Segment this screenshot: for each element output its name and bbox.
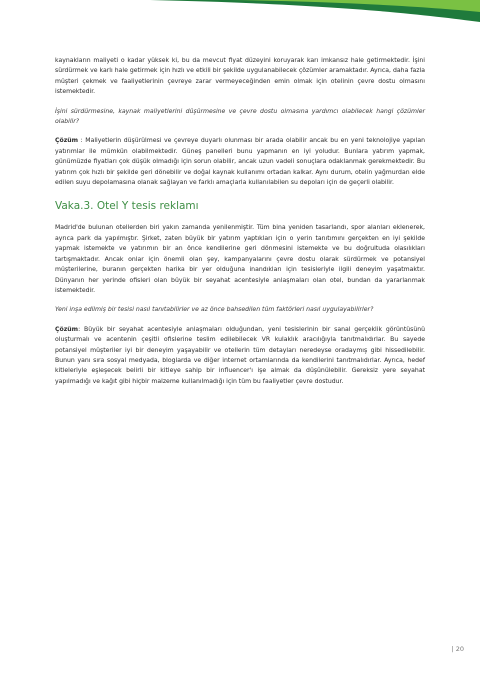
solution-label: Çözüm: [55, 137, 79, 145]
question-1: İşini sürdürmesine, kaynak maliyetlerini düşürmesine ve çevre dostu olmasına yardımcı olabilecek hangi çözümler olabilir?: [55, 107, 425, 126]
paragraph-case: Madrid'de bulunan otellerden biri yakın zamanda yenilenmiştir. Tüm bina yeniden tasarlandı, spor alanları eklenerek, ayrıca park da yapılmıştır. Şirket, zaten büyük bir yatırım yaptıkları için o yerin tanıtımını gerçekten en iyi şekilde yapmak istemekte ve yatırımın bir an önce kendilerine geri dönmesini istemekte ve bu doğrultuda olasılıkları tartışmaktadır. Ancak onlar için önemli olan şey, kampanyalarını çevre dostu olarak sürdürmek ve potansiyel müşterilerine, buranın gerçekten harika bir yer olduğuna inandıkları için tesisleriyle ilgili deneyim yaşatmaktır. Dünyanın her yerinde ofisleri olan büyük bir seyahat acentesiyle anlaşmaları olan otel, bundan da yararlanmak istemektedir.: [55, 224, 425, 294]
paragraph-intro: kaynakların maliyeti o kadar yüksek ki, bu da mevcut fiyat düzeyini koruyarak karı imkansız hale getirmektedir. İşini sürdürmek ve karlı hale getirmek için hızlı ve etkili bir şekilde uygulanabilecek çözümler aramaktadır. Ayrıca, daha fazla müşteri çekmek ve faaliyetlerinin çevreye zarar vermeyeceğinden emin olmak için otelinin çevre dostu olmasını istemektedir.: [55, 57, 425, 96]
page-body: [55, 56, 425, 396]
section-heading: Vaka.3. Otel Y tesis reklamı: [55, 200, 199, 213]
solution-text: : Büyük bir seyahat acentesiyle anlaşmaları olduğundan, yeni tesislerinin bir sanal gerçeklik görüntüsünü oluşturmalı ve acentenin çeşitli ofislerine teslim edilebilecek VR kulaklık aracılığıyla tanıtmalıdırlar. Bu sayede potansiyel müşteriler iyi bir deneyim yaşayabilir ve otellerin tüm detayları neredeyse oradaymış gibi hissedilebilir. Bunun yanı sıra sosyal medyada, bloglarda ve diğer internet ortamlarında da kendilerini tanıtmalıdırlar. Ayrıca, hedef kitleleriyle eşleşecek belirli bir kitleye sahip bir influencer'ı işe almak da düşünülebilir. Gereksiz yere seyahat yapılmadığı ve kağıt gibi hiçbir malzeme kullanılmadığı için tüm bu faaliyetler çevre dostudur.: [55, 325, 425, 385]
header-wave-decoration: [0, 0, 480, 30]
solution-label: Çözüm: [55, 325, 79, 333]
question-2: Yeni inşa edilmiş bir tesisi nasıl tanıtabilirler ve az önce bahsedilen tüm faktörleri nasıl uygulayabilirler?: [55, 306, 374, 314]
solution-text: : Maliyetlerin düşürülmesi ve çevreye duyarlı olunması bir arada olabilir ancak bu en yeni teknolojiye yapılan yatırımlar ile mümkün olabilmektedir. Güneş panelleri bunu yapmanın en iyi yoludur. Bunlara yatırım yapmak, günümüzde fiyatları çok düşük olmadığı için sorun olabilir, ancak uzun vadeli sonuçlara odaklanmak gerekmektedir. Bu yatırım çok hızlı bir şekilde geri dönebilir ve doğal kaynak kullanımı ortadan kalkar. Aynı durum, otelin yağmurdan elde edilen suyu depolamasına olanak sağlayan ve farklı amaçlarla kullanılabilen su depoları için de geçerli olabilir.: [55, 137, 425, 187]
solution-2: [55, 325, 425, 387]
page-number: | 20: [451, 645, 464, 653]
solution-1: [55, 136, 425, 188]
